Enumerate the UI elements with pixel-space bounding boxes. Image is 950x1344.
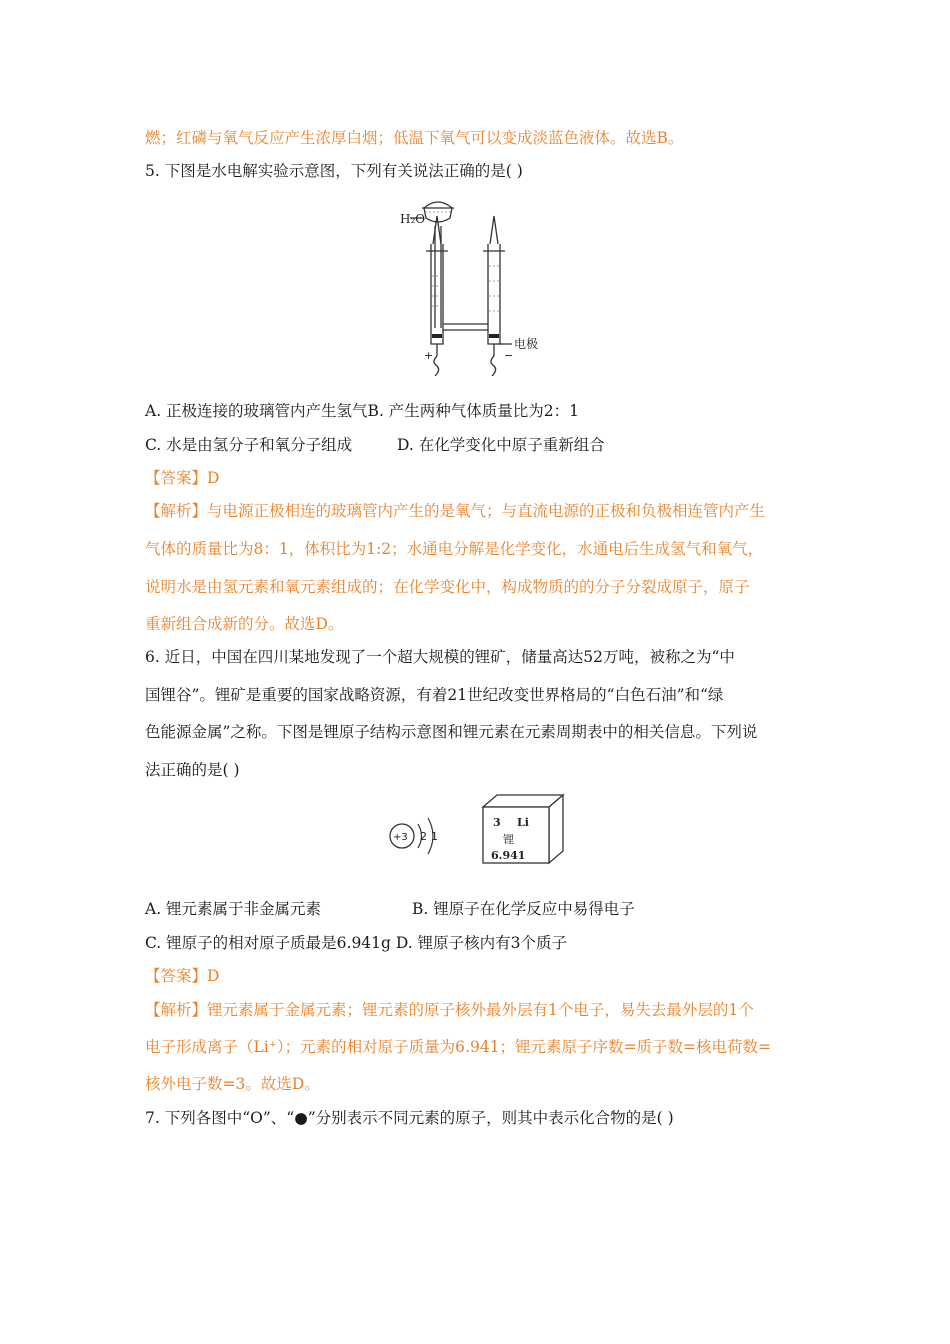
q6-analysis-1: 【解析】锂元素属于金属元素；锂元素的原子核外最外层有1个电子，易失去最外层的1个 bbox=[145, 1001, 754, 1019]
q5-stem: 5. 下图是水电解实验示意图，下列有关说法正确的是( ) bbox=[145, 162, 523, 180]
q5-option-c: C. 水是由氢分子和氧分子组成 bbox=[145, 436, 353, 454]
answer-tag: 【答案】 bbox=[145, 469, 208, 487]
q6-stem-4: 法正确的是( ) bbox=[145, 761, 240, 779]
electrolysis-diagram bbox=[400, 196, 560, 376]
q5-analysis-1: 【解析】与电源正极相连的玻璃管内产生的是氧气；与直流电源的正极和负极相连管内产生 bbox=[145, 502, 766, 520]
atomic-mass: 6.941 bbox=[491, 849, 526, 862]
q5-options-ab: A. 正极连接的玻璃管内产生氢气B. 产生两种气体质量比为2：1 bbox=[145, 402, 580, 420]
q6-answer bbox=[145, 965, 815, 987]
q5-options-cd bbox=[145, 434, 815, 456]
answer-value: D bbox=[207, 967, 220, 985]
element-name: 锂 bbox=[503, 833, 514, 846]
atomic-number: 3 bbox=[493, 816, 501, 829]
q6-option-b: B. 锂原子在化学反应中易得电子 bbox=[412, 900, 635, 918]
periodic-table-cell bbox=[475, 793, 570, 865]
answer-tag: 【答案】 bbox=[145, 967, 208, 985]
q5-analysis-4: 重新组合成新的分。故选D。 bbox=[145, 615, 344, 633]
previous-analysis-tail: 燃；红磷与氧气反应产生浓厚白烟；低温下氧气可以变成淡蓝色液体。故选B。 bbox=[145, 129, 684, 147]
shell-1-electrons: 2 bbox=[420, 830, 427, 843]
q6-stem-1: 6. 近日，中国在四川某地发现了一个超大规模的锂矿，储量高达52万吨，被称之为“中 bbox=[145, 648, 735, 666]
minus-sign: − bbox=[504, 349, 514, 362]
lithium-atom-diagram bbox=[385, 810, 445, 862]
shell-2-electrons: 1 bbox=[431, 830, 438, 843]
element-symbol: Li bbox=[517, 816, 529, 829]
q6-stem-2: 国锂谷”。锂矿是重要的国家战略资源，有着21世纪改变世界格局的“白色石油”和“绿 bbox=[145, 686, 724, 704]
q6-analysis-3: 核外电子数=3。故选D。 bbox=[145, 1075, 320, 1093]
q5-analysis-3: 说明水是由氢元素和氧元素组成的；在化学变化中，构成物质的的分子分裂成原子，原子 bbox=[145, 578, 750, 596]
analysis-tag: 【解析】 bbox=[145, 502, 208, 520]
q6-stem-3: 色能源金属”之称。下图是锂原子结构示意图和锂元素在元素周期表中的相关信息。下列说 bbox=[145, 723, 758, 741]
q6-analysis-2: 电子形成离子（Li⁺）；元素的相对原子质量为6.941；锂元素原子序数=质子数=核电荷数= bbox=[145, 1038, 772, 1056]
q5-answer bbox=[145, 467, 815, 489]
electrode-label: 电极 bbox=[514, 337, 539, 351]
analysis-tag: 【解析】 bbox=[145, 1001, 208, 1019]
q6-option-a: A. 锂元素属于非金属元素 bbox=[145, 900, 322, 918]
q7-stem: 7. 下列各图中“O”、“●”分别表示不同元素的原子，则其中表示化合物的是( ) bbox=[145, 1109, 674, 1127]
plus-sign: + bbox=[424, 349, 434, 362]
q5-option-d: D. 在化学变化中原子重新组合 bbox=[397, 436, 605, 454]
answer-value: D bbox=[207, 469, 220, 487]
nucleus-charge: +3 bbox=[393, 832, 408, 843]
q6-options-cd: C. 锂原子的相对原子质最是6.941g D. 锂原子核内有3个质子 bbox=[145, 934, 567, 952]
h2o-label: H₂O bbox=[400, 212, 426, 226]
q5-analysis-2: 气体的质量比为8：1，体积比为1:2；水通电分解是化学变化，水通电后生成氢气和氧气， bbox=[145, 540, 764, 558]
q6-options-ab bbox=[145, 898, 815, 920]
